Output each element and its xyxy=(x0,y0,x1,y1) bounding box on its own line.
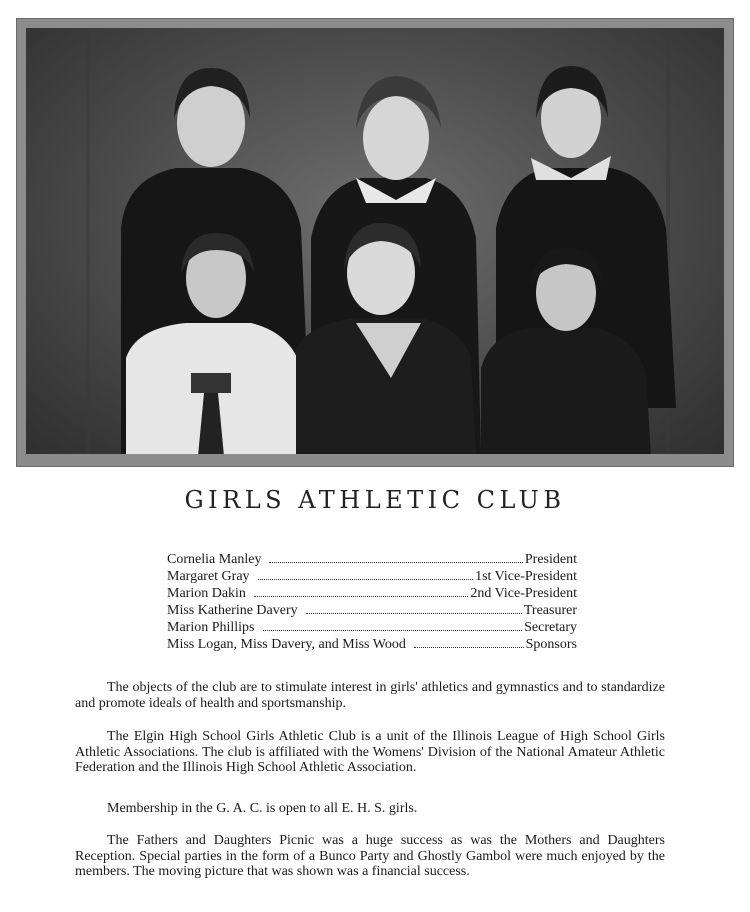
officer-role: 2nd Vice-President xyxy=(470,586,577,601)
officer-role: Treasurer xyxy=(523,603,577,618)
page-title: GIRLS ATHLETIC CLUB xyxy=(184,486,566,514)
leader-dots xyxy=(269,561,522,563)
officer-row xyxy=(167,585,577,602)
officer-role: Secretary xyxy=(524,620,577,635)
officer-role: Sponsors xyxy=(525,637,577,652)
officer-row xyxy=(167,551,577,568)
group-photo-illustration xyxy=(26,28,724,454)
officer-name: Marion Dakin xyxy=(167,586,246,601)
leader-dots xyxy=(414,646,524,648)
paragraph-events xyxy=(75,833,665,880)
officer-name: Marion Phillips xyxy=(167,620,255,635)
group-photo-frame xyxy=(16,18,734,467)
officer-row xyxy=(167,602,577,619)
paragraph-text: The objects of the club are to stimulate interest in girls' athletics and gymnastics and to standardize and promote ideals of health and sportsmanship. xyxy=(75,680,665,711)
officer-row xyxy=(167,619,577,636)
paragraph-affiliation xyxy=(75,729,665,776)
officers-list xyxy=(167,551,577,653)
leader-dots xyxy=(254,595,468,597)
paragraph-text: The Elgin High School Girls Athletic Club is a unit of the Illinois League of High School Girls Athletic Associations. The club is affiliated with the Womens' Division of the National Amateur Athletic Federation and the Illinois High School Athletic Association. xyxy=(75,729,665,775)
paragraph-membership xyxy=(75,801,665,817)
officer-row xyxy=(167,636,577,653)
officer-row xyxy=(167,568,577,585)
paragraph-text: Membership in the G. A. C. is open to all E. H. S. girls. xyxy=(107,801,418,816)
leader-dots xyxy=(258,578,474,580)
leader-dots xyxy=(263,629,523,631)
officer-role: 1st Vice-President xyxy=(475,569,577,584)
paragraph-text: The Fathers and Daughters Picnic was a huge success as was the Mothers and Daughters Reception. Special parties in the form of a Bunco Party and Ghostly Gambol were much enjoyed by the members. The moving picture that was shown was a financial success. xyxy=(75,833,665,879)
leader-dots xyxy=(306,612,522,614)
officer-role: President xyxy=(524,552,577,567)
officer-name: Miss Katherine Davery xyxy=(167,603,298,618)
paragraph-objects xyxy=(75,680,665,711)
officer-name: Cornelia Manley xyxy=(167,552,262,567)
officer-name: Margaret Gray xyxy=(167,569,250,584)
group-photo xyxy=(26,28,724,454)
officer-name: Miss Logan, Miss Davery, and Miss Wood xyxy=(167,637,406,652)
